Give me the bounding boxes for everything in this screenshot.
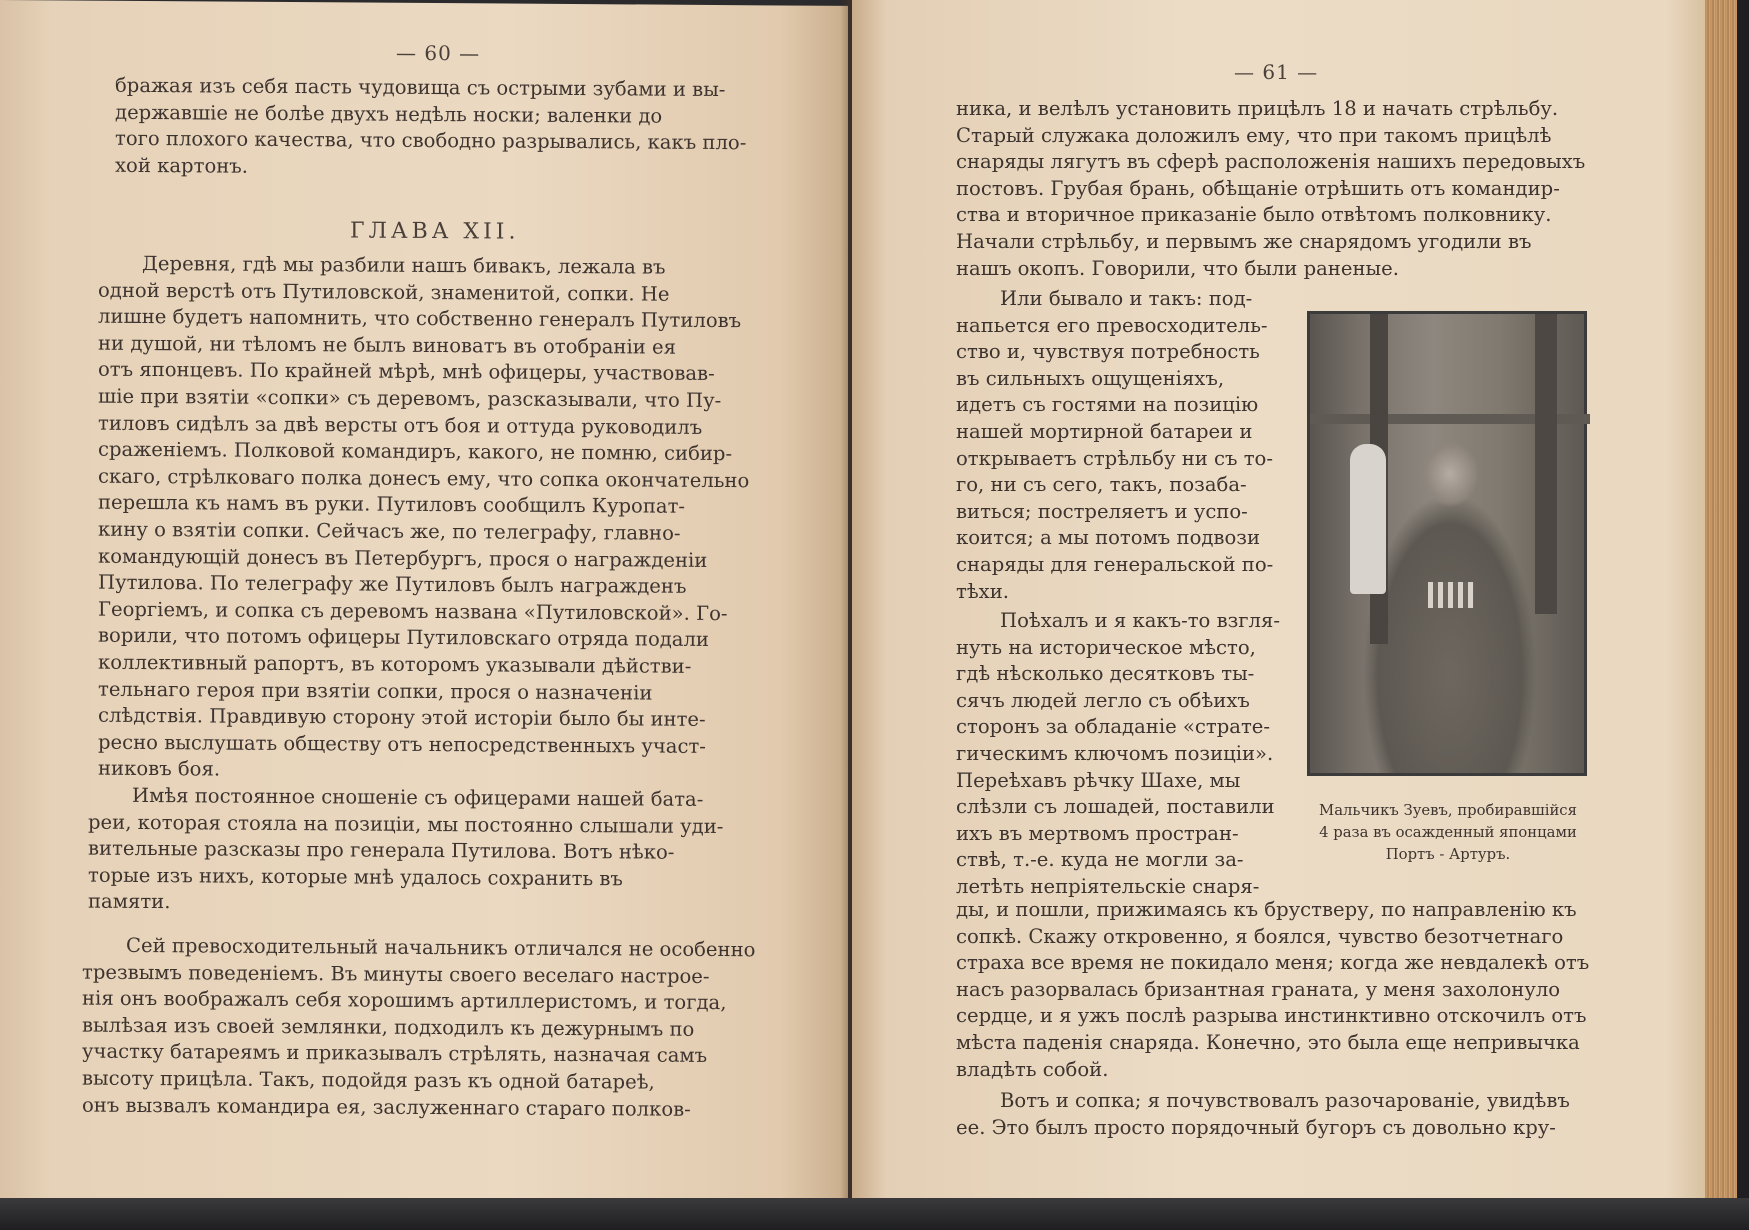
text-line: идетъ съ гостями на позицію [956,393,1259,417]
text-line: Сей превосходительный начальникъ отличался не особенно [126,933,756,962]
text-line: бражая изъ себя пасть чудовища съ острыми зубами и вы- [115,73,726,102]
text-line: слѣзли съ лошадей, поставили [956,795,1275,819]
text-line: торые изъ нихъ, которые мнѣ удалось сохранить въ [88,863,623,891]
scanner-bed [0,1198,1749,1230]
text-line: насъ разорвалась бризантная граната, у меня захолонуло [956,977,1561,1001]
text-line: онъ вызвалъ командира ея, заслуженнаго стараго полков- [82,1093,691,1121]
text-line: вылѣзая изъ своей землянки, подходилъ къ дежурнымъ по [82,1013,695,1041]
page-number-60: — 60 — [396,40,481,66]
text-line: въ сильныхъ ощущеніяхъ, [956,366,1225,390]
text-line: высоту прицѣла. Такъ, подойдя разъ къ одной батареѣ, [82,1066,655,1094]
text-line: нашъ окопъ. Говорили, что были раненые. [956,256,1399,280]
text-line: трезвымъ поведеніемъ. Въ минуты своего веселаго настрое- [82,960,710,988]
text-line: Деревня, гдѣ мы разбили нашъ бивакъ, лежала въ [142,251,666,279]
text-line: ника, и велѣлъ установить прицѣлъ 18 и начать стрѣльбу. [956,97,1559,120]
photo-medals [1428,582,1474,608]
text-line: снаряды лягутъ въ сферѣ расположенія нашихъ передовыхъ [956,150,1586,174]
text-line: нуть на историческое мѣсто, [956,635,1256,659]
text-line: ресно выслушать обществу отъ непосредственныхъ участ- [98,730,706,758]
text-line: тельнаго героя при взятіи сопки, прося о назначеніи [98,677,653,705]
text-line: сопкѣ. Скажу откровенно, я боялся, чувство безотчетнаго [956,924,1564,948]
text-line: командующій донесъ въ Петербургъ, прося о награжденіи [98,544,708,572]
text-line: Имѣя постоянное сношеніе съ офицерами нашей бата- [132,783,704,811]
text-line: ды, и пошли, прижимаясь къ брустверу, по направленію къ [956,898,1577,921]
left-paragraph-2 [88,783,744,921]
text-line: вительные разсказы про генерала Путилова. Вотъ нѣко- [88,836,675,864]
text-line: страха все время не покидало меня; когда же невдалекѣ отъ [956,951,1590,975]
photo-hanging-cloth [1350,444,1386,594]
text-line: нія онъ воображалъ себя хорошимъ артиллеристомъ, и тогда, [82,986,727,1015]
text-line: сраженіемъ. Полковой командиръ, какого, не помню, сибир- [98,437,733,466]
text-line: ства и вторичное приказаніе было отвѣтомъ полковнику. [956,203,1552,227]
text-line: мѣста паденія снаряда. Конечно, это была еще непривычка [956,1030,1580,1054]
text-line: Или бывало и такъ: под- [1000,287,1253,310]
right-paragraph-2 [956,286,1276,605]
text-line: сторонъ за обладаніе «страте- [956,715,1270,739]
text-line: хой картонъ. [115,153,248,178]
page-edges [1705,0,1749,1215]
text-line: реи, которая стояла на позиціи, мы постоянно слышали уди- [88,810,724,838]
text-line: сячъ людей легло съ обѣихъ [956,688,1250,712]
text-line: виться; постреляетъ и успо- [956,499,1248,523]
text-line: Начали стрѣльбу, и первымъ же снарядомъ угодили въ [956,229,1532,253]
text-line: нашей мортирной батареи и [956,419,1253,443]
text-line: го, ни съ сего, такъ, позаба- [956,473,1247,497]
text-line: памяти. [88,889,171,914]
text-line: летѣть непріятельскіе снаря- [956,874,1260,898]
text-line: гическимъ ключомъ позиціи». [956,741,1274,765]
text-line: Переѣхавъ рѣчку Шахе, мы [956,768,1241,792]
photo-caption [1298,800,1598,866]
text-line: постовъ. Грубая брань, обѣщаніе отрѣшить отъ командир- [956,176,1560,200]
text-line: лишне будетъ напомнить, что собственно генералъ Путиловъ [98,304,742,333]
caption-line: 4 раза въ осажденный японцами [1319,824,1577,841]
chapter-title: ГЛАВА XII. [350,218,520,245]
left-paragraph-1 [98,251,750,787]
text-line: Путилова. По телеграфу же Путиловъ былъ награжденъ [98,570,687,598]
text-line: Старый служака доложилъ ему, что при такомъ прицѣлѣ [956,123,1552,147]
text-line: тѣхи. [956,579,1009,603]
caption-line: Мальчикъ Зуевъ, пробиравшійся [1319,802,1577,819]
left-top-text [115,73,755,184]
text-line: гдѣ нѣсколько десятковъ ты- [956,662,1255,686]
text-line: отъ японцевъ. По крайней мѣрѣ, мнѣ офицеры, участвовав- [98,358,715,386]
text-line: никовъ боя. [98,756,221,781]
photo-post-right [1535,314,1557,614]
text-line: Георгіемъ, и сопка съ деревомъ названа «Путиловской». Го- [98,597,728,625]
right-paragraph-3-full [956,897,1600,1083]
text-line: слѣдствія. Правдивую сторону этой исторіи было бы инте- [98,703,706,732]
text-line: коллективный рапортъ, въ которомъ указывали дѣйстви- [98,650,692,678]
text-line: шіе при взятіи «сопки» съ деревомъ, разсказывали, что Пу- [98,384,722,413]
text-line: ство и, чувствуя потребность [956,340,1260,364]
text-line: ни душой, ни тѣломъ не былъ виноватъ въ отобраніи ея [98,331,677,359]
text-line: коится; а мы потомъ подвози [956,526,1260,550]
text-line: ствѣ, т.-е. куда не могли за- [956,848,1244,872]
text-line: ихъ въ мертвомъ простран- [956,821,1239,845]
text-line: напьется его превосходитель- [956,313,1268,337]
text-line: Вотъ и сопка; я почувствовалъ разочарованіе, увидѣвъ [1000,1089,1570,1112]
right-paragraph-1 [956,96,1600,282]
text-line: перешла къ намъ въ руки. Путиловъ сообщилъ Куропат- [98,491,686,519]
text-line: того плохого качества, что свободно разрывались, какъ пло- [115,126,747,155]
text-line: ее. Это былъ просто порядочный бугоръ съ довольно кру- [956,1115,1556,1139]
right-paragraph-4 [956,1088,1600,1141]
left-page [0,0,848,1211]
text-line: владѣть собой. [956,1057,1109,1081]
left-paragraph-3 [82,933,756,1124]
text-line: Поѣхалъ и я какъ-то взгля- [1000,609,1280,632]
text-line: ворили, что потомъ офицеры Путиловскаго отряда подали [98,623,709,652]
text-line: снаряды для генеральской по- [956,552,1274,576]
boy-portrait-photo [1307,311,1587,776]
caption-line: Портъ - Артуръ. [1385,846,1511,863]
text-line: сердце, и я ужъ послѣ разрыва инстинктивно отскочилъ отъ [956,1004,1587,1028]
right-paragraph-3-narrow [956,608,1280,901]
text-line: державшіе не болѣе двухъ недѣль носки; валенки до [115,100,663,128]
text-line: кину о взятіи сопки. Сейчасъ же, по телеграфу, главно- [98,517,681,545]
page-number-61: — 61 — [1234,60,1319,84]
text-line: скаго, стрѣлковаго полка донесъ ему, что сопка окончательно [98,464,750,492]
text-line: тиловъ сидѣлъ за двѣ версты отъ боя и оттуда руководилъ [98,411,703,439]
text-line: участку батареямъ и приказывалъ стрѣлять, назначая самъ [82,1039,708,1068]
text-line: одной верстѣ отъ Путиловской, знаменитой, сопки. Не [98,278,670,306]
text-line: открываетъ стрѣльбу ни съ то- [956,446,1273,470]
